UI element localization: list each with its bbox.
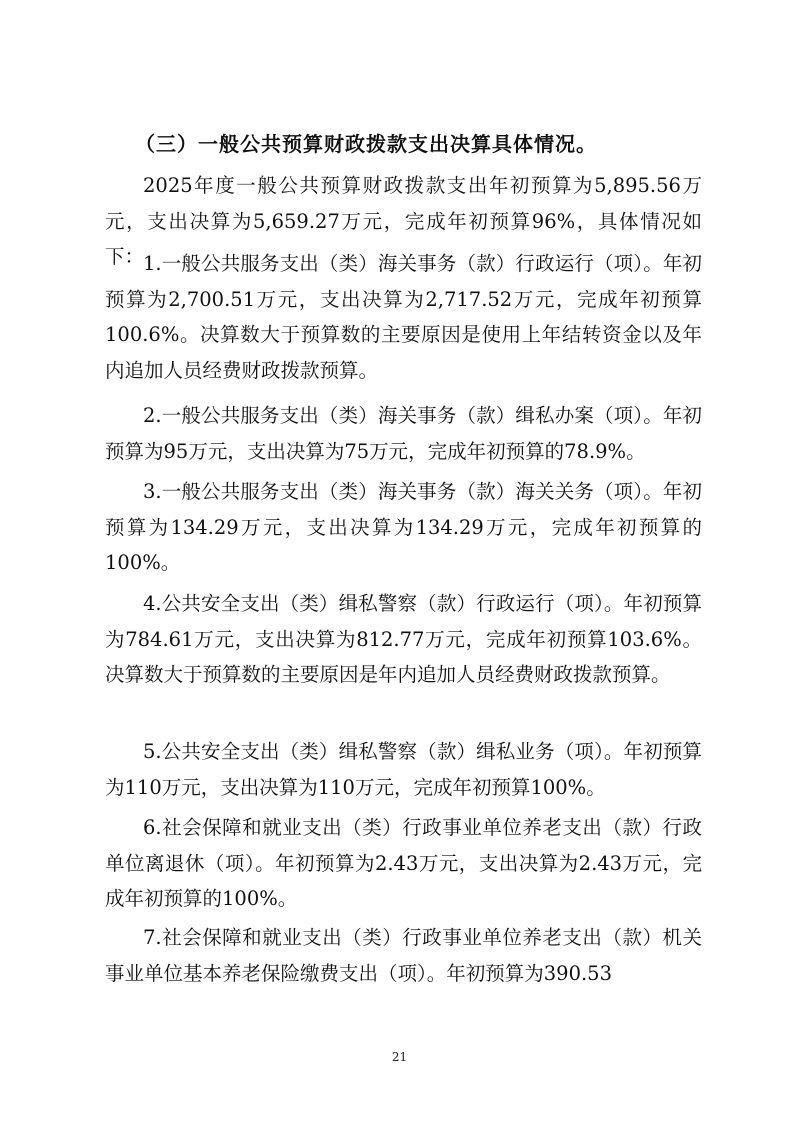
paragraph-item-6: 6.社会保障和就业支出（类）行政事业单位养老支出（款）行政单位离退休（项）。年初预算为2.43万元，支出决算为2.43万元，完成年初预算的100%。 [105,816,702,910]
paragraph-item-5: 5.公共安全支出（类）缉私警察（款）缉私业务（项）。年初预算为110万元，支出决算为110万元，完成年初预算100%。 [105,740,702,799]
paragraph-item-7: 7.社会保障和就业支出（类）行政事业单位养老支出（款）机关事业单位基本养老保险缴费支出（项）。年初预算为390.53 [105,926,702,985]
section-heading: （三）一般公共预算财政拨款支出决算具体情况。 [135,132,597,156]
paragraph-item-2: 2.一般公共服务支出（类）海关事务（款）缉私办案（项）。年初预算为95万元，支出决算为75万元，完成年初预算的78.9%。 [105,404,702,463]
paragraph-summary: 2025年度一般公共预算财政拨款支出年初预算为5,895.56万元，支出决算为5,659.27万元，完成年初预算96%，具体情况如下： [105,174,702,268]
paragraph-item-4: 4.公共安全支出（类）缉私警察（款）行政运行（项）。年初预算为784.61万元，支出决算为812.77万元，完成年初预算103.6%。决算数大于预算数的主要原因是年内追加人员经费财政拨款预算。 [105,592,702,686]
paragraph-item-3: 3.一般公共服务支出（类）海关事务（款）海关关务（项）。年初预算为134.29万元，支出决算为134.29万元，完成年初预算的100%。 [105,480,702,574]
paragraph-item-1: 1.一般公共服务支出（类）海关事务（款）行政运行（项）。年初预算为2,700.51万元，支出决算为2,717.52万元，完成年初预算100.6%。决算数大于预算数的主要原因是使用上年结转资金以及年内追加人员经费财政拨款预算。 [105,252,702,382]
page-number: 21 [391,1050,408,1064]
